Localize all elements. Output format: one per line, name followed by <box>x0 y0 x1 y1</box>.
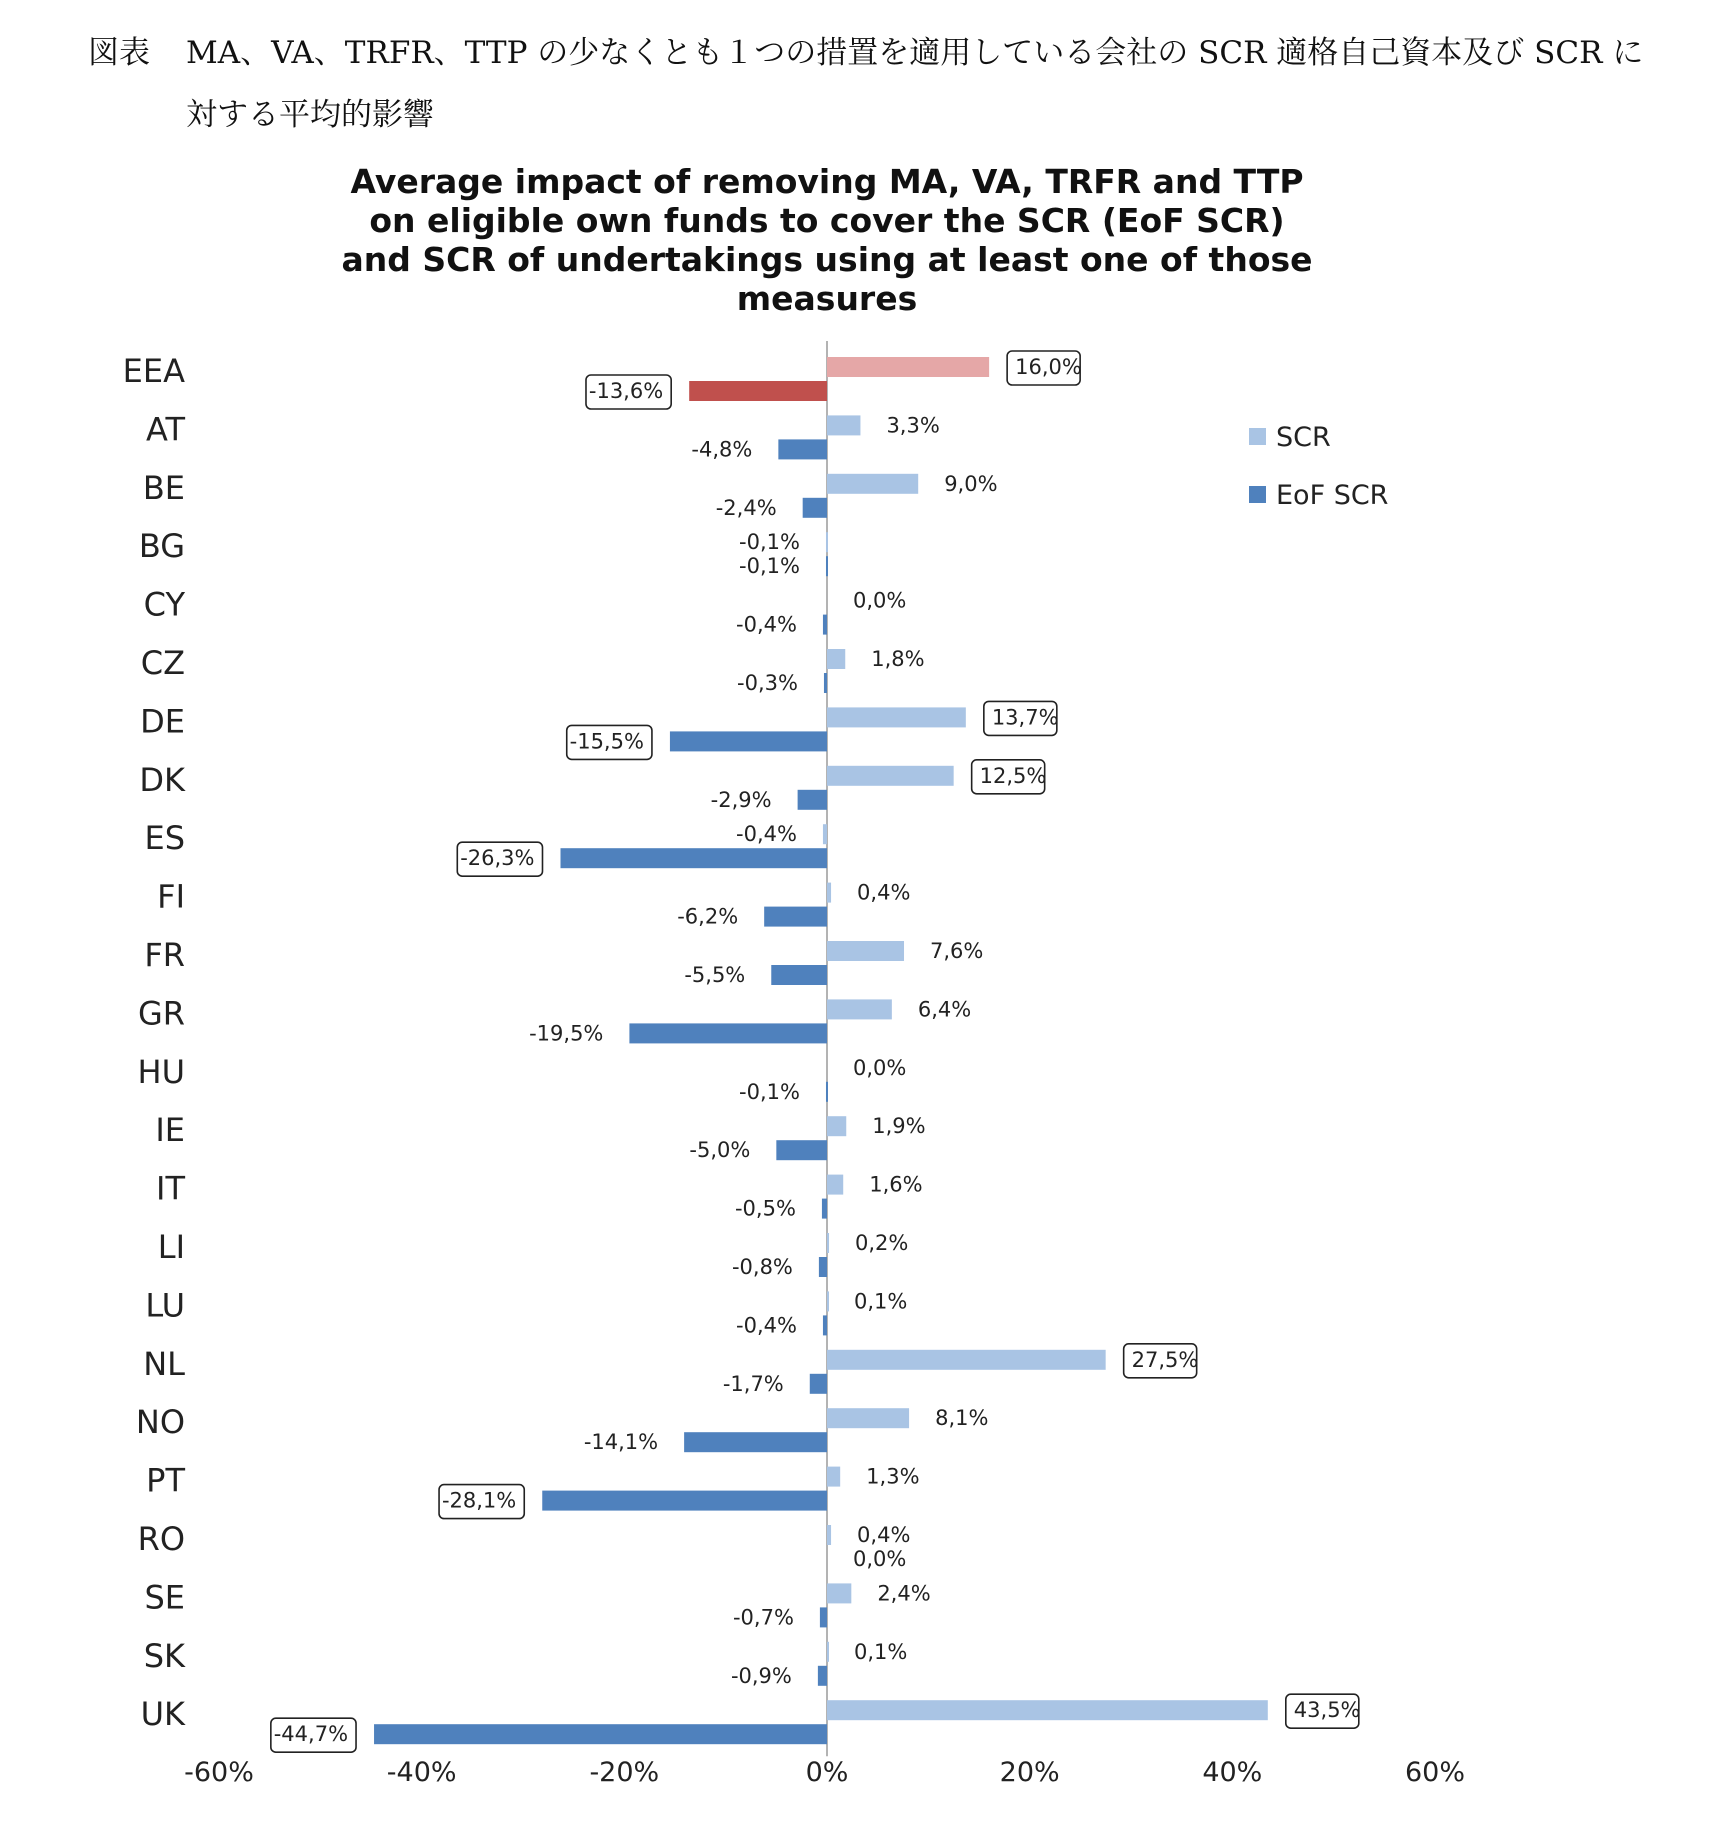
legend-swatch <box>1249 428 1266 445</box>
category-label: GR <box>137 994 185 1033</box>
category-label: NL <box>143 1344 185 1383</box>
category-label: SE <box>144 1578 185 1617</box>
eof-scr-bar <box>776 1140 827 1160</box>
eof-scr-data-label: -0,3% <box>737 671 798 695</box>
eof-scr-bar <box>560 848 827 868</box>
scr-bar <box>827 766 954 786</box>
eof-scr-data-label: -28,1% <box>441 1488 517 1513</box>
scr-data-label: 13,7% <box>991 705 1059 730</box>
x-tick-label: -40% <box>386 1757 457 1788</box>
legend-label: SCR <box>1276 422 1331 453</box>
scr-data-label: 1,6% <box>869 1172 923 1197</box>
category-label: FR <box>144 936 185 974</box>
eof-scr-bar <box>771 965 827 985</box>
scr-data-label: 16,0% <box>1015 355 1082 379</box>
eof-scr-bar <box>823 1315 827 1335</box>
eof-scr-data-label: -44,7% <box>273 1722 349 1747</box>
scr-bar <box>827 707 966 727</box>
eof-scr-data-label: -0,7% <box>732 1605 794 1630</box>
eof-scr-data-label: -19,5% <box>529 1021 604 1046</box>
x-tick-label: 0% <box>805 1757 849 1788</box>
category-label: EEA <box>122 352 185 390</box>
category-label: DK <box>139 760 185 799</box>
eof-scr-bar <box>798 790 827 810</box>
scr-bar <box>827 1408 909 1428</box>
bar-chart <box>0 150 1723 1847</box>
chart-labels <box>123 351 1361 1752</box>
scr-bar <box>827 1175 843 1195</box>
eof-scr-data-label: -0,1% <box>739 1079 800 1104</box>
eof-scr-bar <box>374 1724 827 1744</box>
eof-scr-bar <box>684 1432 827 1452</box>
scr-bar <box>827 883 831 903</box>
eof-scr-data-label: -15,5% <box>569 729 644 754</box>
scr-data-label: 1,9% <box>872 1114 926 1139</box>
scr-bar <box>827 1467 840 1487</box>
eof-scr-bar <box>819 1257 827 1277</box>
scr-bar <box>827 1642 829 1662</box>
scr-bar <box>827 941 904 961</box>
scr-data-label: 0,4% <box>857 880 911 905</box>
scr-data-label: 12,5% <box>979 763 1047 788</box>
scr-bar <box>826 532 828 552</box>
scr-bar <box>827 357 989 377</box>
eof-scr-data-label: -0,1% <box>739 554 800 579</box>
eof-scr-bar <box>823 615 827 635</box>
eof-scr-data-label: -0,4% <box>736 612 797 637</box>
scr-data-label: 1,3% <box>866 1464 920 1489</box>
scr-data-label: 43,5% <box>1293 1698 1361 1723</box>
scr-data-label: 0,0% <box>853 1055 907 1080</box>
category-label: IE <box>155 1111 185 1150</box>
category-label: PT <box>146 1461 185 1500</box>
category-label: IT <box>156 1169 185 1208</box>
eof-scr-data-label: -5,0% <box>689 1138 751 1163</box>
scr-bar <box>827 649 845 669</box>
eof-scr-bar <box>824 673 827 693</box>
eof-scr-data-label: -0,4% <box>736 1313 797 1338</box>
x-tick-label: 60% <box>1404 1757 1466 1788</box>
chart-title-line: and SCR of undertakings using at least one of those <box>341 240 1313 279</box>
eof-scr-data-label: -1,7% <box>722 1371 784 1396</box>
scr-data-label: 7,6% <box>930 939 984 963</box>
x-tick-label: -20% <box>589 1757 660 1788</box>
eof-scr-bar <box>542 1491 827 1511</box>
eof-scr-data-label: -13,6% <box>588 379 664 403</box>
chart-title-line: on eligible own funds to cover the SCR (EoF SCR) <box>369 201 1285 240</box>
scr-data-label: 6,4% <box>917 997 972 1022</box>
eof-scr-data-label: -26,3% <box>460 846 535 871</box>
eof-scr-bar <box>803 498 827 518</box>
scr-data-label: 0,1% <box>854 1639 908 1664</box>
category-label: LU <box>145 1286 185 1325</box>
category-label: BG <box>138 527 185 566</box>
scr-data-label: -0,1% <box>739 530 800 555</box>
category-label: UK <box>140 1695 185 1734</box>
category-label: CZ <box>140 644 185 682</box>
category-label: CY <box>143 585 185 624</box>
scr-bar <box>827 1700 1268 1720</box>
eof-scr-bar <box>810 1374 827 1394</box>
eof-scr-bar <box>826 556 828 576</box>
scr-data-label: 0,0% <box>853 588 907 613</box>
legend-label: EoF SCR <box>1276 480 1389 511</box>
x-tick-label: 20% <box>999 1757 1060 1788</box>
eof-scr-bar <box>764 907 827 927</box>
scr-bar <box>827 1291 829 1311</box>
scr-data-label: 3,3% <box>886 413 940 438</box>
eof-scr-data-label: -2,9% <box>710 787 772 812</box>
scr-bar <box>827 999 892 1019</box>
eof-scr-bar <box>689 381 827 401</box>
scr-bar <box>827 1350 1106 1370</box>
eof-scr-data-label: -0,8% <box>731 1255 793 1279</box>
chart-title <box>341 162 1312 318</box>
chart-bars <box>374 357 1268 1744</box>
figure-caption: MA、VA、TRFR、TTP の少なくとも１つの措置を適用している会社の SCR 適格自己資本及び SCR に対する平均的影響 <box>186 35 1644 133</box>
category-label: RO <box>137 1520 185 1558</box>
chart-title-line: measures <box>736 279 918 318</box>
scr-bar <box>823 824 827 844</box>
scr-bar <box>827 1583 851 1603</box>
eof-scr-bar <box>822 1199 827 1219</box>
eof-scr-data-label: -4,8% <box>691 437 753 462</box>
category-label: FI <box>157 877 185 916</box>
scr-data-label: 8,1% <box>935 1406 989 1431</box>
eof-scr-bar <box>778 439 827 459</box>
scr-data-label: 0,1% <box>854 1289 908 1314</box>
eof-scr-data-label: -0,9% <box>730 1663 792 1688</box>
scr-data-label: 0,4% <box>857 1523 911 1547</box>
scr-data-label: -0,4% <box>736 822 797 847</box>
category-label: HU <box>137 1052 185 1091</box>
x-tick-label: -60% <box>184 1757 254 1788</box>
chart-legend <box>1249 422 1388 511</box>
chart-title-line: Average impact of removing MA, VA, TRFR and TTP <box>350 162 1304 201</box>
category-label: SK <box>143 1636 185 1675</box>
eof-scr-bar <box>629 1023 827 1043</box>
eof-scr-data-label: 0,0% <box>853 1547 907 1571</box>
eof-scr-bar <box>820 1607 827 1627</box>
scr-bar <box>827 415 860 435</box>
category-label: NO <box>135 1403 185 1442</box>
chart-container <box>0 150 1723 1847</box>
x-tick-label: 40% <box>1202 1757 1263 1788</box>
eof-scr-data-label: -14,1% <box>583 1430 659 1455</box>
category-label: AT <box>146 410 185 449</box>
scr-data-label: 2,4% <box>877 1581 931 1606</box>
chart-axis <box>184 341 1465 1788</box>
eof-scr-data-label: -0,5% <box>734 1196 796 1221</box>
eof-scr-bar <box>670 731 827 751</box>
category-label: BE <box>142 468 185 507</box>
scr-bar <box>827 1116 846 1136</box>
scr-data-label: 27,5% <box>1131 1347 1199 1372</box>
eof-scr-bar <box>818 1666 827 1686</box>
figure-label: 図表 <box>88 35 150 71</box>
category-label: ES <box>144 819 185 858</box>
scr-bar <box>827 1233 829 1253</box>
scr-bar <box>827 474 918 494</box>
category-label: DE <box>140 702 185 741</box>
eof-scr-data-label: -2,4% <box>715 495 777 520</box>
legend-swatch <box>1249 486 1266 503</box>
eof-scr-bar <box>826 1082 828 1102</box>
scr-bar <box>827 1525 831 1545</box>
category-label: LI <box>157 1228 185 1266</box>
eof-scr-data-label: -5,5% <box>684 963 746 987</box>
scr-data-label: 1,8% <box>871 647 925 671</box>
scr-data-label: 0,2% <box>855 1231 909 1255</box>
scr-data-label: 9,0% <box>944 471 998 496</box>
eof-scr-data-label: -6,2% <box>677 904 739 929</box>
